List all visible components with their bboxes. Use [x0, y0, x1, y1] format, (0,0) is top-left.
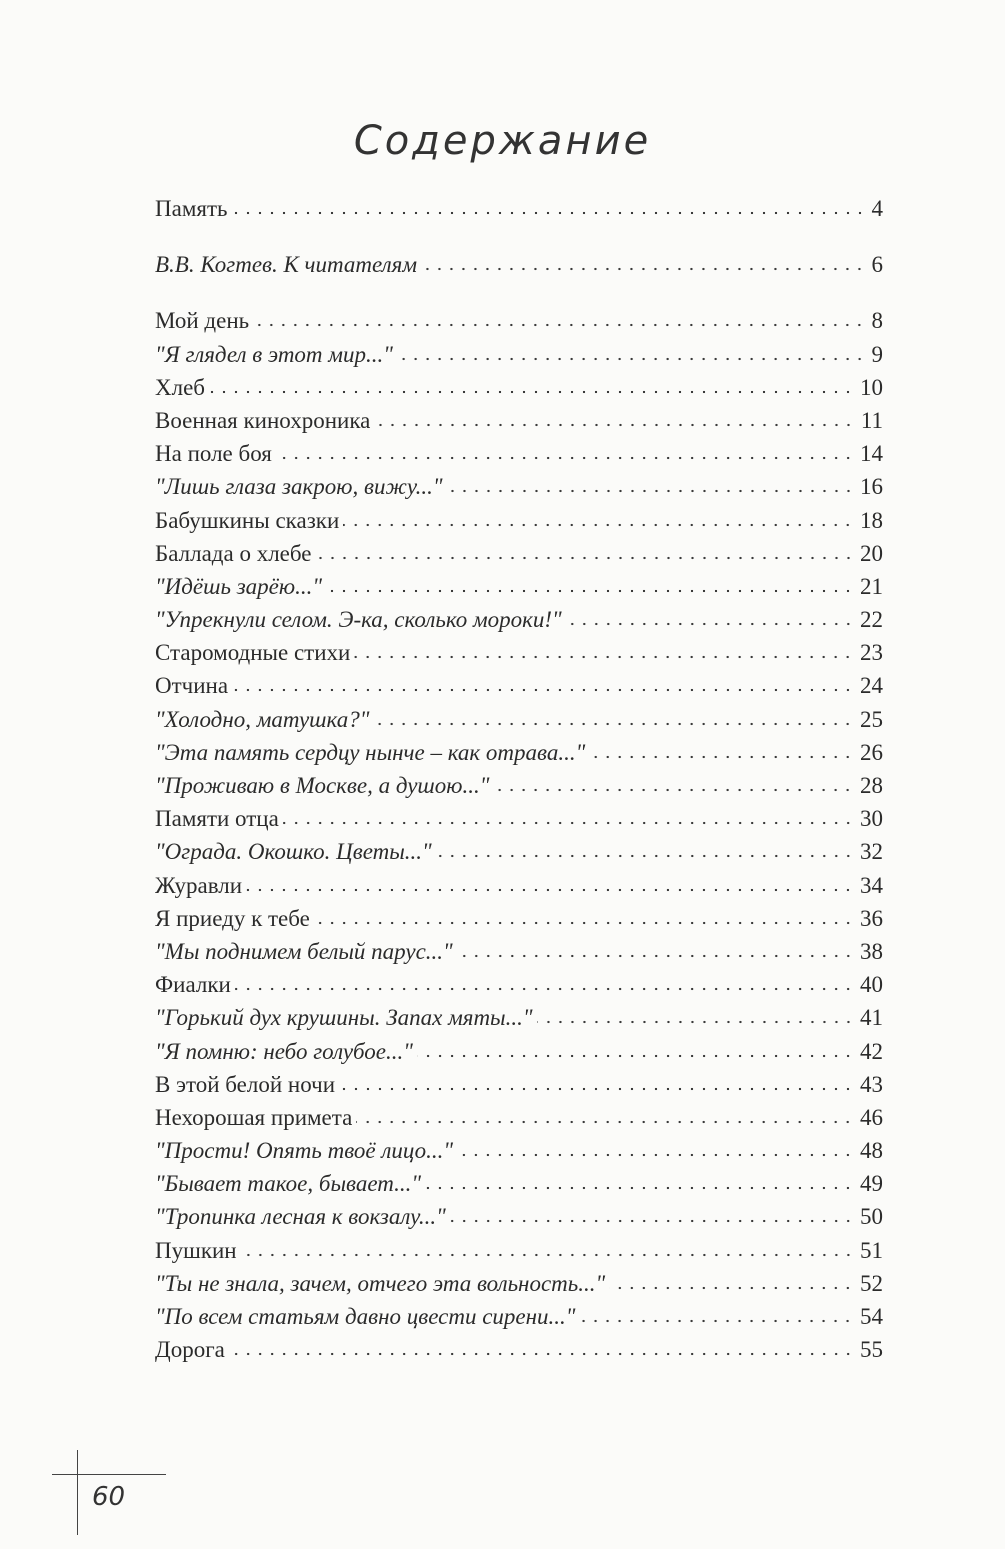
dot-leader: [397, 356, 866, 362]
toc-entry-page: 50: [860, 1204, 883, 1230]
toc-entry-title: "Эта память сердцу нынче – как отрава...": [155, 739, 586, 765]
toc-entry-page: 10: [860, 374, 883, 400]
toc-entry: [155, 1167, 883, 1200]
dot-leader: [579, 1318, 854, 1324]
dot-leader: [283, 820, 854, 826]
toc-entry-title: "Тропинка лесная к вокзалу...": [155, 1204, 446, 1230]
toc-entry-title: Фиалки: [155, 972, 231, 998]
toc-entry-page: 30: [860, 806, 883, 832]
toc-entry: [155, 537, 883, 570]
table-of-contents: [155, 192, 883, 1366]
dot-leader: [241, 1252, 854, 1258]
dot-leader: [343, 522, 854, 528]
toc-entry-title: "Проживаю в Москве, а душою...": [155, 773, 490, 798]
toc-entry: [155, 1300, 883, 1333]
toc-entry-title: "Ограда. Окошко. Цветы...": [155, 839, 432, 865]
toc-entry-title: Бабушкины сказки: [155, 507, 340, 533]
toc-entry: [155, 338, 883, 371]
toc-entry-title: "Идёшь зарёю...": [155, 573, 322, 599]
toc-entry: [155, 968, 883, 1001]
toc-entry-title: "По всем статьям давно цвести сирени...": [155, 1304, 576, 1329]
dot-leader: [354, 654, 854, 660]
dot-leader: [425, 1185, 854, 1191]
toc-entry-title: "Ты не знала, зачем, отчего эта вольность...": [155, 1270, 606, 1296]
toc-entry: [155, 570, 883, 603]
toc-entry-page: 34: [860, 872, 883, 898]
toc-entry-title: "Холодно, матушка?": [155, 706, 370, 732]
dot-leader: [493, 787, 854, 793]
toc-entry-title: "Лишь глаза закрою, вижу...": [155, 474, 443, 500]
dot-leader: [373, 721, 854, 727]
toc-entry: [155, 802, 883, 835]
toc-entry: [155, 935, 883, 968]
toc-entry: [155, 371, 883, 404]
dot-leader: [314, 920, 854, 926]
toc-entry-title: Журавли: [155, 872, 243, 898]
toc-entry: [155, 1001, 883, 1034]
toc-entry-title: В этой белой ночи: [155, 1071, 336, 1097]
toc-entry-title: Памяти отца: [155, 806, 279, 832]
toc-entry-title: "Я глядел в этот мир...": [155, 341, 393, 367]
toc-entry: [155, 504, 883, 537]
toc-entry: [155, 1035, 883, 1068]
toc-entry: [155, 437, 883, 470]
dot-leader: [374, 422, 854, 428]
toc-entry: [155, 192, 883, 225]
dot-leader: [421, 266, 865, 272]
toc-entry-title: Баллада о хлебе: [155, 540, 312, 566]
toc-entry-title: В.В. Когтев. К читателям: [155, 252, 418, 278]
toc-entry-page: 40: [860, 972, 883, 998]
toc-entry-page: 8: [871, 308, 883, 334]
toc-entry: [155, 736, 883, 769]
toc-entry-title: "Горький дух крушины. Запах мяты...": [155, 1005, 533, 1031]
toc-entry-page: 20: [860, 540, 883, 566]
toc-entry-page: 24: [860, 673, 883, 699]
dot-leader: [276, 455, 854, 461]
dot-leader: [417, 1053, 854, 1059]
toc-entry-title: Память: [155, 196, 228, 221]
toc-entry-title: "Бывает такое, бывает...": [155, 1171, 422, 1197]
dot-leader: [457, 953, 854, 959]
dot-leader: [235, 986, 854, 992]
dot-leader: [589, 754, 854, 760]
toc-entry-title: "Мы поднимем белый парус...": [155, 938, 453, 964]
toc-entry-page: 38: [860, 938, 883, 964]
dot-leader: [209, 389, 854, 395]
dot-leader: [326, 588, 854, 594]
dot-leader: [232, 687, 854, 693]
toc-entry-title: Военная кинохроника: [155, 407, 371, 433]
toc-entry-page: 55: [860, 1337, 883, 1363]
toc-entry: [155, 603, 883, 636]
toc-entry: [155, 1234, 883, 1267]
toc-entry-title: "Упрекнули селом. Э-ка, сколько мороки!": [155, 607, 562, 633]
dot-leader: [253, 322, 865, 328]
toc-entry-page: 21: [860, 573, 883, 599]
dot-leader: [436, 853, 854, 859]
toc-entry-page: 18: [860, 507, 883, 533]
toc-entry: [155, 703, 883, 736]
toc-entry-page: 51: [860, 1237, 883, 1263]
toc-entry-page: 14: [860, 441, 883, 467]
toc-entry: [155, 869, 883, 902]
crop-mark-vertical: [77, 1450, 78, 1535]
toc-entry-title: "Я помню: небо голубое...": [155, 1038, 413, 1064]
toc-entry: [155, 304, 883, 337]
toc-entry-page: 41: [860, 1005, 883, 1031]
toc-entry-page: 42: [860, 1038, 883, 1064]
toc-entry-page: 46: [860, 1104, 883, 1130]
toc-entry: [155, 1267, 883, 1300]
toc-entry-title: Отчина: [155, 673, 229, 699]
toc-entry-page: 9: [871, 341, 883, 367]
toc-entry: [155, 470, 883, 503]
toc-entry-title: Хлеб: [155, 374, 205, 400]
toc-entry-page: 48: [860, 1138, 883, 1164]
toc-entry-page: 49: [860, 1171, 883, 1197]
toc-entry-page: 6: [871, 252, 883, 278]
toc-entry-page: 36: [860, 905, 883, 931]
toc-entry: [155, 902, 883, 935]
dot-leader: [246, 887, 854, 893]
toc-entry: [155, 1200, 883, 1233]
toc-entry-page: 54: [860, 1304, 883, 1329]
toc-entry: [155, 1101, 883, 1134]
dot-leader: [450, 1218, 854, 1224]
crop-mark-horizontal: [52, 1474, 166, 1475]
toc-entry-page: 28: [860, 773, 883, 798]
dot-leader: [609, 1285, 854, 1291]
toc-entry-title: "Прости! Опять твоё лицо...": [155, 1138, 454, 1164]
toc-entry-title: Я приеду к тебе: [155, 905, 310, 931]
toc-entry: [155, 1333, 883, 1366]
toc-entry-page: 4: [871, 196, 883, 221]
dot-leader: [339, 1086, 854, 1092]
dot-leader: [457, 1152, 854, 1158]
dot-leader: [566, 621, 854, 627]
toc-entry: [155, 636, 883, 669]
toc-entry: [155, 669, 883, 702]
toc-entry-page: 16: [860, 474, 883, 500]
toc-entry-page: 26: [860, 739, 883, 765]
dot-leader: [229, 1351, 854, 1357]
toc-entry-page: 52: [860, 1270, 883, 1296]
dot-leader: [447, 488, 854, 494]
toc-entry: [155, 835, 883, 868]
toc-entry: [155, 404, 883, 437]
toc-entry-page: 11: [860, 407, 883, 433]
toc-entry: [155, 248, 883, 281]
toc-entry-title: Дорога: [155, 1337, 225, 1363]
dot-leader: [232, 210, 866, 216]
toc-entry-title: Мой день: [155, 308, 250, 334]
dot-leader: [316, 555, 855, 561]
toc-entry-page: 25: [860, 706, 883, 732]
toc-entry-page: 43: [860, 1071, 883, 1097]
toc-entry-page: 22: [860, 607, 883, 633]
dot-leader: [537, 1019, 854, 1025]
page-number: 60: [92, 1482, 126, 1512]
toc-entry-page: 23: [860, 640, 883, 666]
toc-entry: [155, 1134, 883, 1167]
toc-entry-title: Пушкин: [155, 1237, 237, 1263]
toc-entry: [155, 1068, 883, 1101]
toc-entry-title: На поле боя: [155, 441, 272, 467]
dot-leader: [356, 1119, 854, 1125]
toc-entry-page: 32: [860, 839, 883, 865]
toc-entry-title: Нехорошая примета: [155, 1104, 353, 1130]
toc-entry-title: Старомодные стихи: [155, 640, 351, 666]
toc-entry: [155, 769, 883, 802]
page-title: Содержание: [353, 118, 652, 164]
